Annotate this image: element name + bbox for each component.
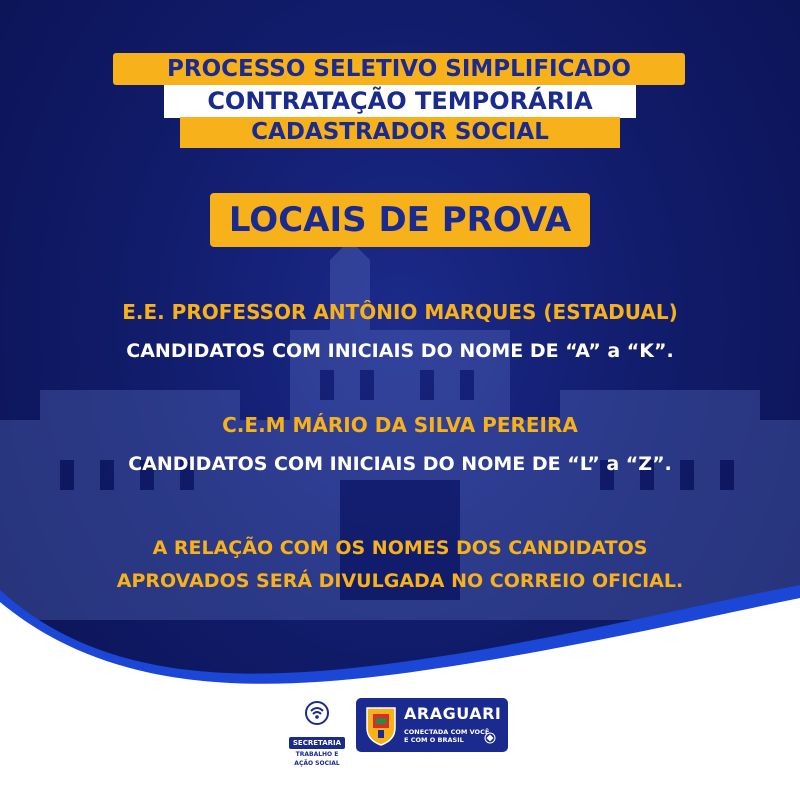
- location-1-school: E.E. PROFESSOR ANTÔNIO MARQUES (ESTADUAL): [122, 300, 678, 324]
- araguari-tag-line-1: CONECTADA COM VOCÊ: [404, 728, 490, 736]
- araguari-tagline: [404, 728, 489, 744]
- signal-circle-icon: [304, 700, 330, 726]
- araguari-name: ARAGUARI: [404, 704, 502, 723]
- notice-line-1: A RELAÇÃO COM OS NOMES DOS CANDIDATOS: [152, 537, 648, 559]
- header-process-title: PROCESSO SELETIVO SIMPLIFICADO: [113, 53, 685, 85]
- location-1-rule: CANDIDATOS COM INICIAIS DO NOME DE “A” a “K”.: [126, 340, 674, 362]
- secretaria-sub-2: AÇÃO SOCIAL: [294, 760, 340, 767]
- bottom-wave: [0, 560, 800, 800]
- araguari-tag-line-2: E COM O BRASIL: [404, 736, 464, 744]
- location-2-rule: CANDIDATOS COM INICIAIS DO NOME DE “L” a “Z”.: [128, 453, 672, 475]
- secretaria-logo: [286, 700, 348, 767]
- secretaria-sub-1: TRABALHO E: [295, 751, 339, 758]
- brasil-seal-icon: [484, 732, 496, 744]
- header-contract-type: CONTRATAÇÃO TEMPORÁRIA: [164, 85, 636, 118]
- araguari-logo: [356, 698, 508, 752]
- notice-line-2: APROVADOS SERÁ DIVULGADA NO CORREIO OFICIAL.: [116, 570, 684, 592]
- city-crest-icon: [364, 704, 398, 746]
- header-role: CADASTRADOR SOCIAL: [180, 117, 620, 148]
- location-2-school: C.E.M MÁRIO DA SILVA PEREIRA: [222, 413, 578, 437]
- secretaria-label: SECRETARIA: [289, 737, 345, 749]
- section-title: LOCAIS DE PROVA: [210, 193, 590, 247]
